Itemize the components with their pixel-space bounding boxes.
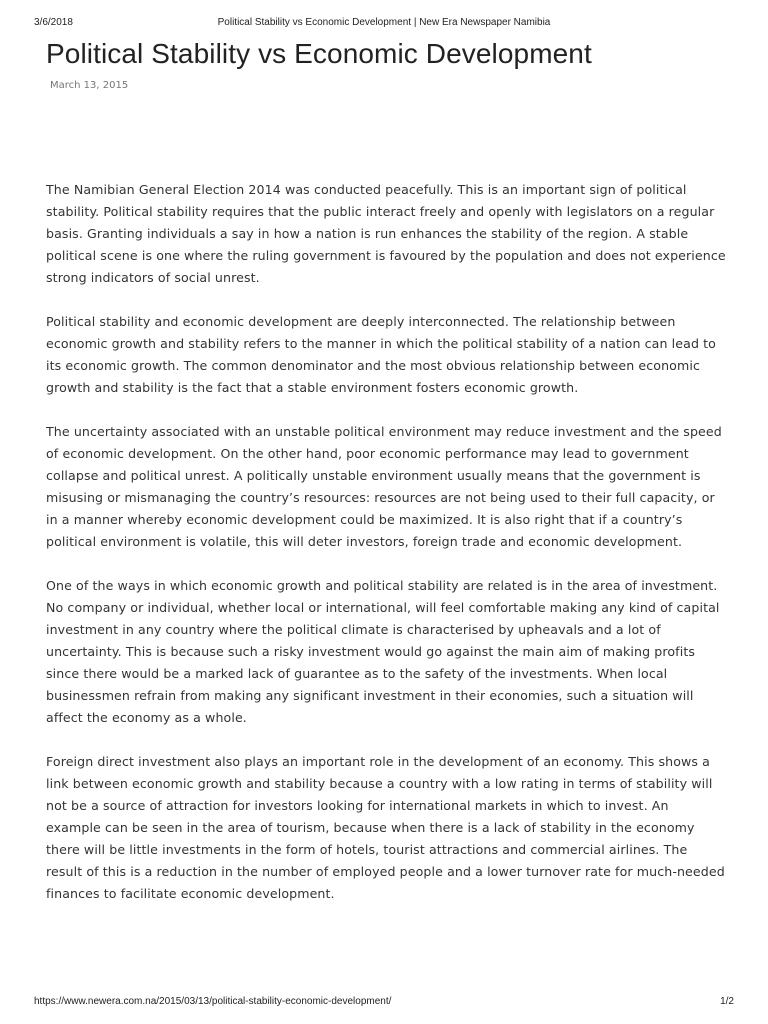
page-number: 1/2 bbox=[720, 996, 734, 1007]
article-body bbox=[46, 179, 726, 927]
print-footer bbox=[34, 996, 734, 1010]
article-paragraph-4: One of the ways in which economic growth and political stability are related is in the area of investment. No company or individual, whether local or international, will feel comfortable making any kind of capital investment in any country where the political climate is characterised by upheavals and a lot of uncertainty. This is because such a risky investment would go against the main aim of making profits since there would be a marked lack of guarantee as to the safety of the investments. When local businessmen refrain from making any significant investment in their economies, such a situation will affect the economy as a whole. bbox=[46, 578, 720, 725]
print-page-title: Political Stability vs Economic Development | New Era Newspaper Namibia bbox=[217, 17, 551, 28]
article-title: Political Stability vs Economic Development bbox=[46, 38, 592, 69]
article-paragraph-1: The Namibian General Election 2014 was conducted peacefully. This is an important sign of political stability. Political stability requires that the public interact freely and openly with legislators on a regular basis. Granting individuals a say in how a nation is run enhances the stability of the region. A stable political scene is one where the ruling government is favoured by the population and does not experience strong indicators of social unrest. bbox=[46, 182, 726, 285]
article-paragraph-3: The uncertainty associated with an unstable political environment may reduce investment and the speed of economic development. On the other hand, poor economic performance may lead to government collapse and political unrest. A politically unstable environment usually means that the government is misusing or mismanaging the country’s resources: resources are not being used to their full capacity, or in a manner whereby economic development could be maximized. It is also right that if a country’s political environment is volatile, this will deter investors, foreign trade and economic development. bbox=[46, 424, 722, 549]
article-paragraph-2: Political stability and economic development are deeply interconnected. The relationship between economic growth and stability refers to the manner in which the political stability of a nation can lead to its economic growth. The common denominator and the most obvious relationship between economic growth and stability is the fact that a stable environment fosters economic growth. bbox=[46, 314, 716, 395]
print-header bbox=[34, 17, 734, 31]
print-date: 3/6/2018 bbox=[34, 17, 73, 28]
print-url: https://www.newera.com.na/2015/03/13/political-stability-economic-development/ bbox=[34, 996, 392, 1007]
article-paragraph-5: Foreign direct investment also plays an important role in the development of an economy. This shows a link between economic growth and stability because a country with a low rating in terms of stability will not be a source of attraction for investors looking for international markets in which to invest. An example can be seen in the area of tourism, because when there is a lack of stability in the economy there will be little investments in the form of hotels, tourist attractions and commercial airlines. The result of this is a reduction in the number of employed people and a lower turnover rate for much-needed finances to facilitate economic development. bbox=[46, 754, 725, 901]
article-date: March 13, 2015 bbox=[50, 80, 129, 91]
